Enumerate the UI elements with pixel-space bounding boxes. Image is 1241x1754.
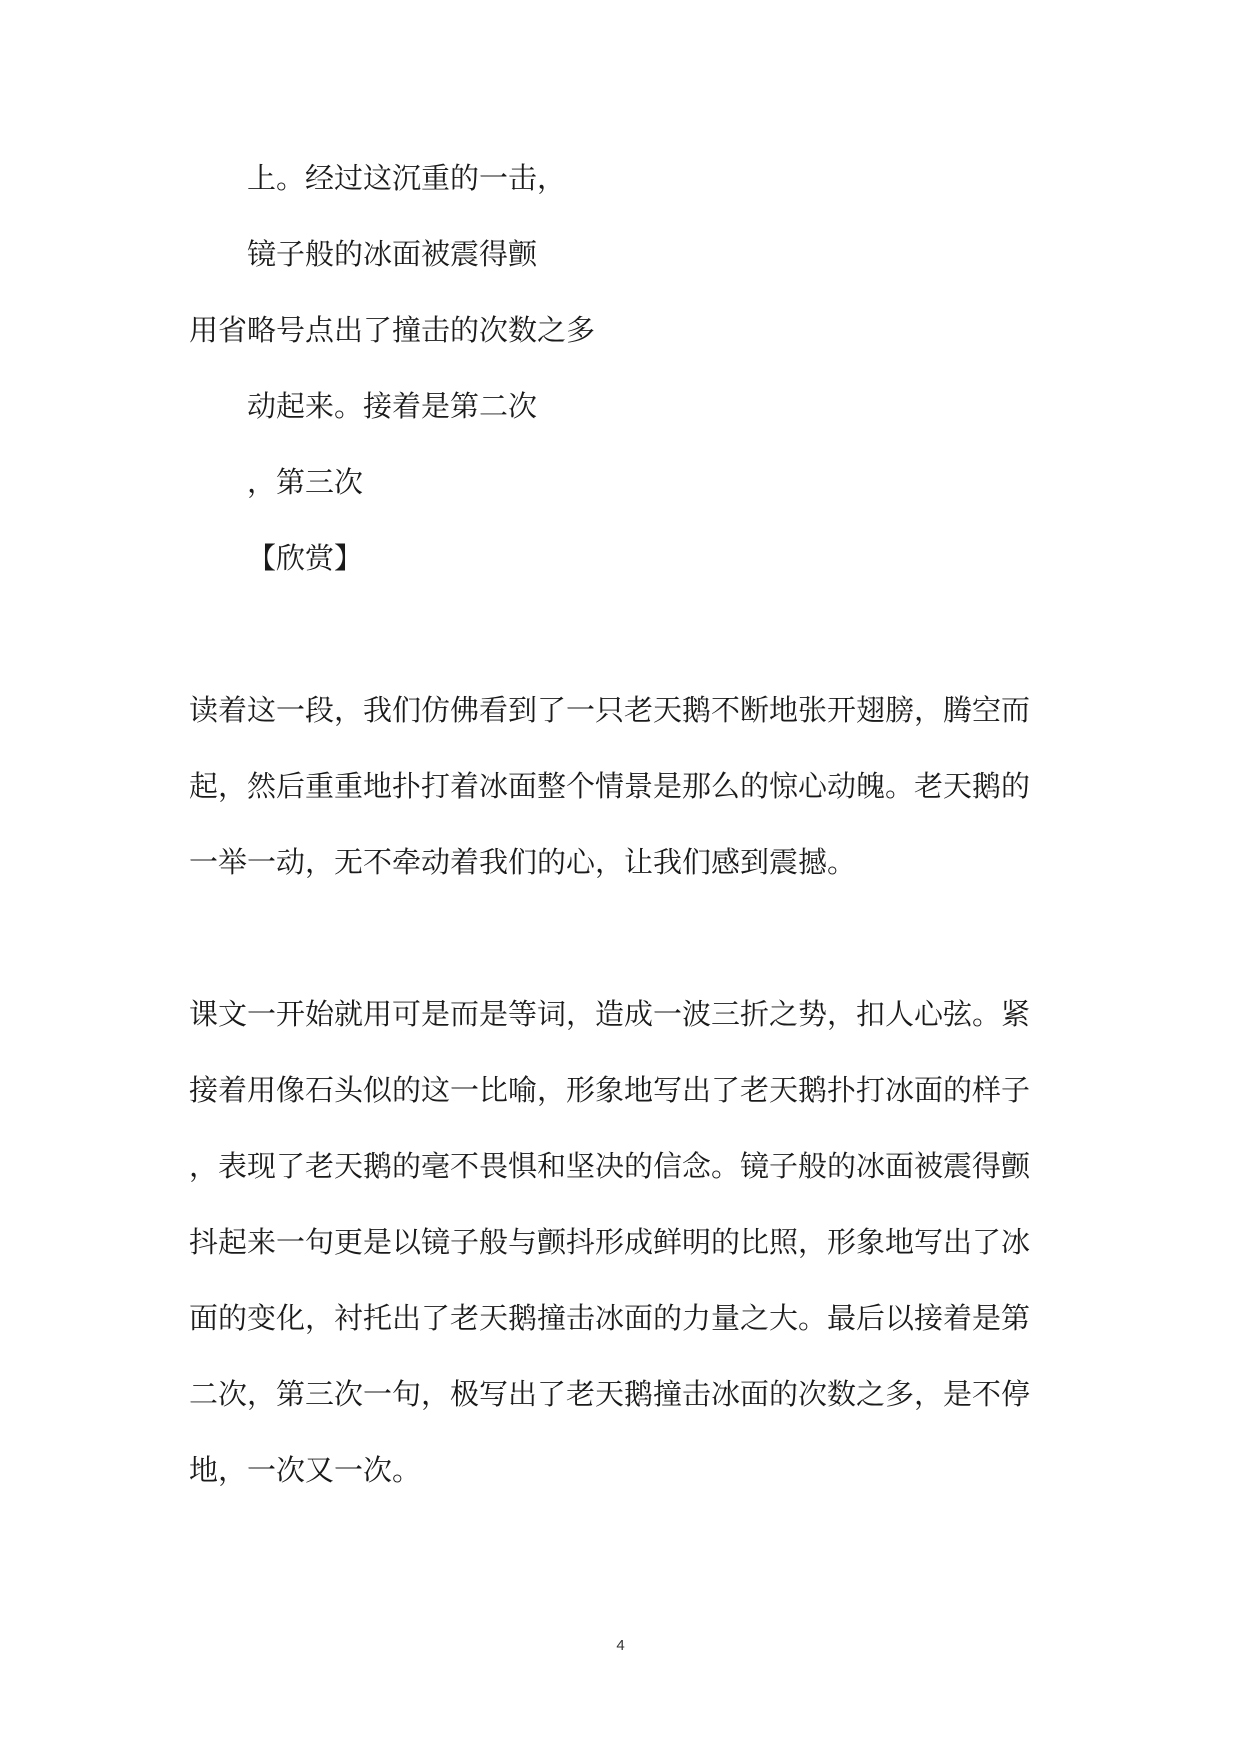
verse-line: 镜子般的冰面被震得颤 <box>247 237 538 271</box>
paragraph-line: 二次，第三次一句，极写出了老天鹅撞击冰面的次数之多，是不停 <box>189 1377 1031 1411</box>
paragraph-line: ，表现了老天鹅的毫不畏惧和坚决的信念。镜子般的冰面被震得颤 <box>189 1149 1031 1183</box>
paragraph-line: 面的变化，衬托出了老天鹅撞击冰面的力量之大。最后以接着是第 <box>189 1301 1031 1335</box>
paragraph-line: 抖起来一句更是以镜子般与颤抖形成鲜明的比照，形象地写出了冰 <box>189 1225 1031 1259</box>
paragraph-line: 起，然后重重地扑打着冰面整个情景是那么的惊心动魄。老天鹅的 <box>189 769 1031 803</box>
paragraph-line: 读着这一段，我们仿佛看到了一只老天鹅不断地张开翅膀，腾空而 <box>189 693 1031 727</box>
section-heading: 【欣赏】 <box>247 541 364 575</box>
verse-line: 动起来。接着是第二次 <box>247 389 538 423</box>
paragraph-line: 一举一动，无不牵动着我们的心，让我们感到震撼。 <box>189 845 857 879</box>
page-number: 4 <box>616 1637 625 1654</box>
paragraph-line: 课文一开始就用可是而是等词，造成一波三折之势，扣人心弦。紧 <box>189 997 1031 1031</box>
annotation-line: 用省略号点出了撞击的次数之多 <box>189 313 596 347</box>
paragraph-line: 接着用像石头似的这一比喻，形象地写出了老天鹅扑打冰面的样子 <box>189 1073 1031 1107</box>
paragraph-line: 地，一次又一次。 <box>189 1453 422 1487</box>
verse-line: ，第三次 <box>247 465 364 499</box>
verse-line: 上。经过这沉重的一击， <box>247 161 567 195</box>
